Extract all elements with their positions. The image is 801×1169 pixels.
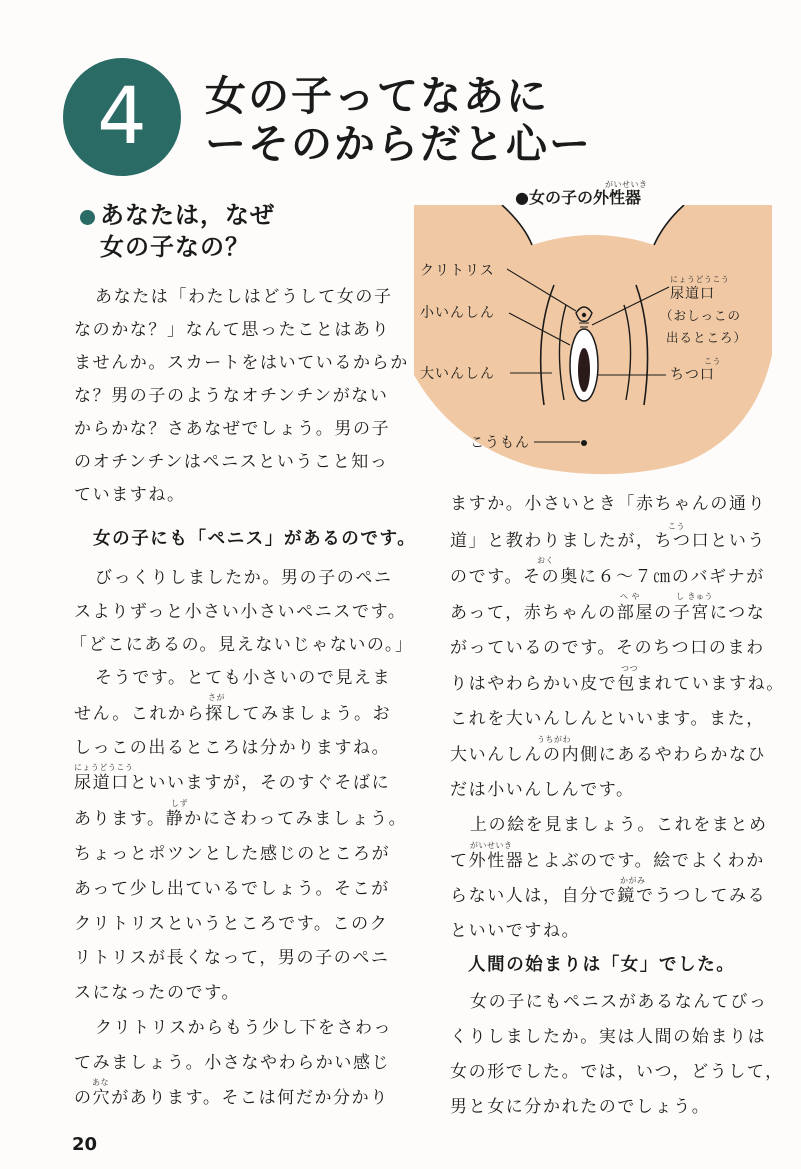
label-clitoris: クリトリス: [420, 263, 495, 279]
label-urethra-note1: （おしっこの: [660, 308, 742, 323]
section-heading-line2: 女の子なの？: [100, 233, 250, 261]
ruby-nyoudoukou: にょうどうこう: [74, 763, 134, 772]
left-line-23: てみましょう。小さなやわらかい感じ: [74, 1053, 391, 1073]
right-line-2: 道」と教わりましたが，ちつ口という: [450, 531, 767, 551]
right-line-16: くりしましたか。実は人間の始まりは: [450, 1027, 767, 1047]
section-bullet-icon: [80, 210, 95, 225]
left-line-17: ちょっとポツンとした感じのところが: [74, 844, 391, 864]
left-subheading: 女の子にも「ペニス」があるのです。: [93, 529, 417, 549]
left-line-15: 尿道口といいますが，そのすぐそばに: [74, 773, 391, 793]
ruby-kou: こう: [668, 522, 685, 531]
ruby-heya: へ や: [620, 592, 641, 601]
label-vagina-ruby: こう: [704, 357, 721, 366]
right-line-7: これを大いんしんといいます。また，: [450, 709, 765, 729]
ruby-gaiseiki: がいせいき: [470, 841, 513, 850]
page-number: 20: [72, 1134, 98, 1155]
left-line-5: からかな？さあなぜでしょう。男の子: [74, 419, 391, 439]
section-heading-line1: あなたは，なぜ: [100, 201, 275, 229]
left-line-10: スよりずっと小さい小さいペニスです。: [74, 602, 407, 622]
left-line-3: ませんか。スカートをはいているからか: [74, 353, 409, 373]
left-line-24: の穴があります。そこは何だか分かり: [74, 1088, 389, 1108]
left-line-9: びっくりしましたか。男の子のペニ: [95, 568, 393, 588]
figure-title-ruby: がいせいき: [605, 180, 648, 189]
right-line-1: ますか。小さいとき「赤ちゃんの通り: [450, 494, 767, 514]
left-line-16: あります。静かにさわってみましょう。: [74, 809, 408, 829]
right-line-13: といいですね。: [450, 921, 581, 941]
right-line-6: りはやわらかい皮で包まれていますね。: [450, 674, 785, 694]
right-line-10: 上の絵を見ましょう。これをまとめ: [470, 815, 768, 835]
left-line-7: ていますね。: [74, 485, 186, 505]
ruby-kagami: かがみ: [620, 876, 646, 885]
ruby-shikyuu: し きゅう: [676, 592, 714, 601]
label-urethra: 尿道口: [670, 286, 715, 302]
left-line-1: あなたは「わたしはどうして女の子: [95, 287, 393, 307]
ruby-ana: あな: [92, 1078, 109, 1087]
left-line-11: 「どこにあるの。見えないじゃないの。」: [70, 635, 414, 655]
right-line-9: だは小いんしんです。: [450, 780, 635, 800]
label-labia-majora: 大いんしん: [420, 366, 495, 382]
chapter-title-line2: ーそのからだと心ー: [205, 120, 592, 168]
ruby-shizuka: しず: [171, 799, 188, 808]
right-line-12: らない人は，自分で鏡でうつしてみる: [450, 886, 767, 906]
label-vagina: ちつ口: [670, 367, 715, 383]
figure-title: ●女の子の外性器: [515, 188, 641, 207]
left-line-19: クリトリスというところです。このク: [74, 914, 389, 934]
anatomy-figure: [414, 205, 772, 475]
left-line-12: そうです。とても小さいので見えま: [95, 668, 392, 688]
right-line-18: 男と女に分かれたのでしょう。: [450, 1097, 711, 1117]
left-line-22: クリトリスからもう少し下をさわっ: [95, 1018, 393, 1038]
label-urethra-ruby: にょうどうこう: [670, 275, 730, 284]
left-line-2: なのかな？」なんて思ったことはあり: [74, 320, 391, 340]
right-line-17: 女の形でした。では，いつ，どうして，: [450, 1062, 784, 1082]
right-subheading: 人間の始まりは「女」でした。: [468, 955, 736, 975]
label-urethra-note2: 出るところ）: [666, 330, 748, 345]
left-line-20: リトリスが長くなって，男の子のペニ: [74, 948, 390, 968]
label-anus: こうもん: [470, 435, 530, 451]
right-line-11: て外性器とよぶのです。絵でよくわか: [450, 851, 765, 871]
ruby-tsutsu: つつ: [621, 664, 638, 673]
right-line-3: のです。その奥に６～７㎝のバギナが: [450, 567, 765, 587]
label-labia-minora: 小いんしん: [420, 305, 495, 321]
right-line-8: 大いんしんの内側にあるやわらかなひ: [450, 745, 767, 765]
right-line-4: あって，赤ちゃんの部屋の子宮につな: [450, 603, 766, 623]
left-line-21: スになったのです。: [74, 983, 241, 1003]
right-line-15: 女の子にもペニスがあるなんてびっ: [470, 992, 768, 1012]
chapter-title-line1: 女の子ってなあに: [205, 72, 549, 120]
chapter-number: 4: [97, 72, 147, 162]
ruby-oku: おく: [537, 556, 554, 565]
chapter-number-badge: [63, 58, 181, 176]
ruby-sagashi: さが: [208, 693, 225, 702]
left-line-6: のオチンチンはペニスということ知っ: [74, 452, 389, 472]
ruby-uchigawa: うちがわ: [537, 735, 571, 744]
left-line-14: しっこの出るところは分かりますね。: [74, 738, 391, 758]
left-line-4: な？男の子のようなオチンチンがない: [74, 386, 389, 406]
right-line-5: がっているのです。そのちつ口のまわ: [450, 638, 765, 658]
left-line-18: あって少し出ているでしょう。そこが: [74, 879, 390, 899]
left-line-13: せん。これから探してみましょう。お: [74, 704, 392, 724]
